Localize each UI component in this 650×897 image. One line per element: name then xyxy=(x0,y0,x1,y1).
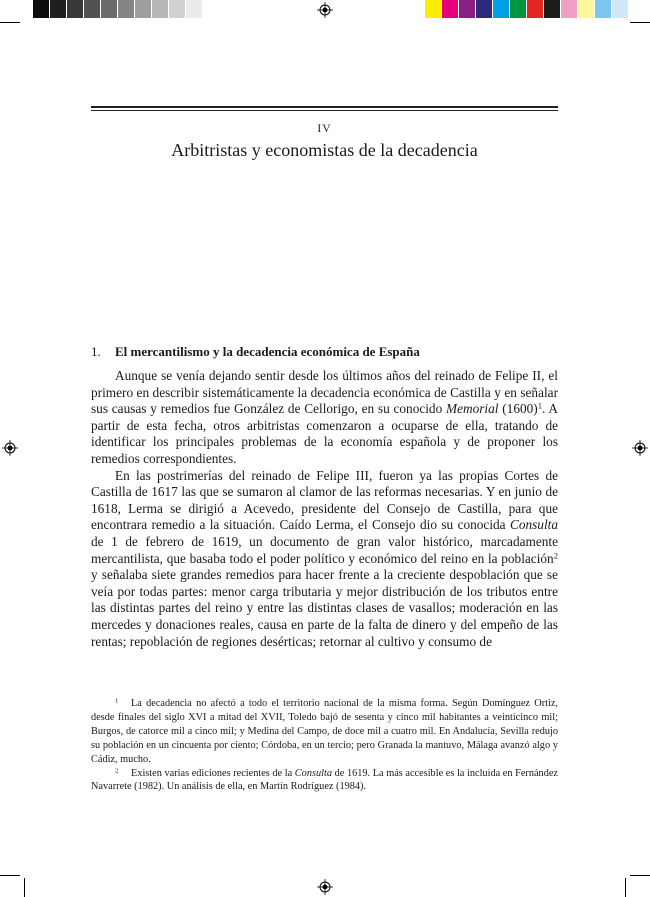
crop-mark xyxy=(0,875,20,876)
registration-mark-icon xyxy=(632,440,648,456)
color-swatch xyxy=(561,0,578,18)
gray-calibration-bar xyxy=(33,0,220,18)
color-calibration-bar xyxy=(425,0,629,18)
color-swatch xyxy=(510,0,527,18)
footnote-number: 1 xyxy=(115,697,119,705)
color-swatch xyxy=(527,0,544,18)
color-swatch xyxy=(493,0,510,18)
registration-mark-icon xyxy=(317,879,333,895)
crop-mark xyxy=(0,22,20,23)
color-swatch xyxy=(578,0,595,18)
footnote: $^2$ Existen varias ediciones recientes de la Consulta de 1619. La más accesible es la incluida en Fernández Navarrete (1982). Un análisis de ella, en Martín Rodríguez (1984). xyxy=(91,767,558,793)
registration-mark-icon xyxy=(2,440,18,456)
section-title: El mercantilismo y la decadencia económica de España xyxy=(115,344,420,359)
footnote: $^1$ La decadencia no afectó a todo el territorio nacional de la misma forma. Según Domínguez Ortiz, desde finales del siglo XVI a mitad del XVII, Toledo bajó de sesenta y cinco mil habitantes a veinticinco mil; Burgos, de catorce mil a cinco mil; y Medina del Campo, de doce mil a cuatro mil. En Andalucía, Sevilla redujo su población en un cincuenta por ciento; Córdoba, en un tercio; pero Granada la mantuvo, Málaga avanzó algo y Cádiz, mucho. xyxy=(91,697,558,765)
footnote-number: 2 xyxy=(115,767,119,775)
color-swatch xyxy=(84,0,101,18)
color-swatch xyxy=(544,0,561,18)
section-number: 1. xyxy=(91,344,101,359)
color-swatch xyxy=(50,0,67,18)
chapter-rule-thick xyxy=(91,106,558,108)
color-swatch xyxy=(152,0,169,18)
crop-mark xyxy=(625,878,626,897)
color-swatch xyxy=(459,0,476,18)
color-swatch xyxy=(135,0,152,18)
section-heading xyxy=(91,344,558,360)
color-swatch xyxy=(118,0,135,18)
chapter-number: IV xyxy=(317,123,332,135)
color-swatch xyxy=(476,0,493,18)
color-swatch xyxy=(612,0,629,18)
chapter-title: Arbitristas y economistas de la decadencia xyxy=(171,140,478,160)
color-swatch xyxy=(101,0,118,18)
color-swatch xyxy=(442,0,459,18)
body-text xyxy=(91,368,558,650)
crop-mark xyxy=(24,878,25,897)
chapter-rule-thin xyxy=(91,110,558,111)
registration-mark-icon xyxy=(317,2,333,18)
crop-mark xyxy=(630,22,650,23)
footnotes xyxy=(91,697,558,794)
color-swatch xyxy=(186,0,203,18)
footnote-ref[interactable]: 1 xyxy=(537,400,543,411)
paragraph: Aunque se venía dejando sentir desde los últimos años del reinado de Felipe II, el primero en describir sistemáticamente la decadencia económica de Castilla y en señalar sus causas y remedios fue González de Cellorigo, en su conocido Memorial $(1600)^1$. A partir de esta fecha, otros arbitristas comenzaron a ocuparse de ella, tratando de identificar los principales problemas de la economía española y de proponer los remedios correspondientes. xyxy=(91,368,558,466)
color-swatch xyxy=(425,0,442,18)
footnote-ref[interactable]: 2 xyxy=(553,550,558,561)
color-swatch xyxy=(33,0,50,18)
color-swatch xyxy=(169,0,186,18)
color-swatch xyxy=(595,0,612,18)
paragraph: En las postrimerías del reinado de Felipe III, fueron ya las propias Cortes de Castilla de 1617 las que se sumaron al clamor de las reformas necesarias. Y en junio de 1618, Lerma se dirigió a Acevedo, presidente del Consejo de Castilla, para que encontrara remedio a la situación. Caído Lerma, el Consejo dio su conocida Consulta de 1 de febrero de 1619, un documento de gran valor histórico, marcadamente mercantilista, que basaba todo el poder político y económico del reino en la población$^2$ y señalaba siete grandes remedios para hacer frente a la creciente despoblación que se veía por todas partes: menor carga tributaria y mejor distribución de los tributos entre las distintas partes del reino y entre las distintas clases de vasallos; moderación en las mercedes y donaciones reales, causa en parte de la falta de dinero y del empeño de las rentas; repoblación de regiones desérticas; retornar al cultivo y consumo de xyxy=(91,467,558,649)
color-swatch xyxy=(67,0,84,18)
color-swatch xyxy=(203,0,220,18)
crop-mark xyxy=(630,875,650,876)
